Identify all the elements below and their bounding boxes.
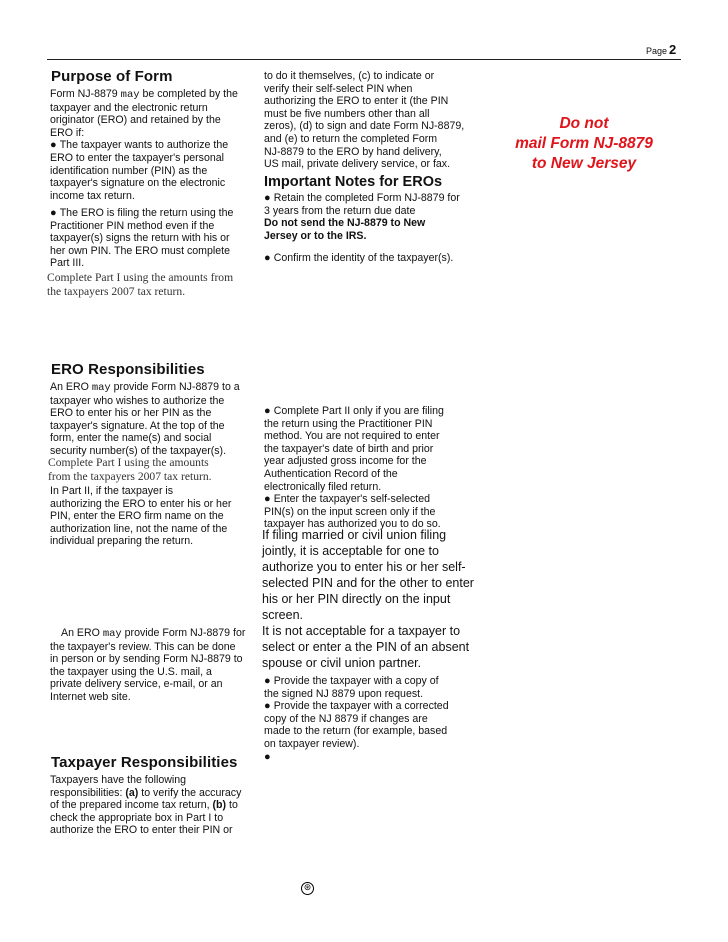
ero-title: ERO Responsibilities [51, 361, 205, 378]
part2-note: ● Complete Part II only if you are filing the return using the Practitioner PIN method. You are not required to enter the taxpayer's date of birth and prior year adjusted gross income for the Authentication Record of the electronically filed return. ● Enter the taxpayer's self-selected PIN(s) on the input screen only if the taxpayer has authorized you to do so. [264, 405, 444, 531]
ero-part2: In Part II, if the taxpayer is authorizing the ERO to enter his or her PIN, enter the ERO firm name on the authorization line, not the name of the individual preparing the return. [50, 485, 232, 548]
taxpayer-title: Taxpayer Responsibilities [51, 754, 238, 771]
header-rule [47, 59, 681, 60]
purpose-intro: Form NJ-8879 may be completed by the taxpayer and the electronic return originator (ERO) and retained by the ERO if: ● The taxpayer wants to authorize the ERO to enter the taxpayer's personal identification number (PIN) as the taxpayer's signature on the electronic income tax return. [50, 88, 238, 202]
do-not-mail-note: Do not mail Form NJ-8879 to New Jersey [515, 115, 653, 172]
page-number: 2 [669, 42, 677, 57]
taxpayer-text: Taxpayers have the following responsibilities: (a) to verify the accuracy of the prepared income tax return, (b) to check the appropriate box in Part I to authorize the ERO to enter their PIN or [50, 774, 242, 837]
joint-filing-note: If filing married or civil union filing jointly, it is acceptable for one to authorize you to enter his or her self- selected PIN and for the other to enter his or her PIN directly on the input screen. It is not acceptable for a taxpayer to select or enter a the PIN of an absent spouse or civil union partner. [262, 528, 474, 670]
copy-notes: ● Provide the taxpayer with a copy of the signed NJ 8879 upon request. ● Provide the taxpayer with a corrected copy of the NJ 8879 if changes are made to the return (for example, based on taxpayer review). [264, 675, 449, 750]
page-label: Page [646, 46, 668, 56]
purpose-note: Complete Part I using the amounts from the taxpayers 2007 tax return. [47, 271, 234, 298]
purpose-bullet-2: ● The ERO is filing the return using the Practitioner PIN method even if the taxpayer(s) signs the return with his or her own PIN. The ERO must complete Part III. [50, 207, 234, 270]
notes-title: Important Notes for EROs [264, 174, 443, 190]
ero-note: Complete Part I using the amounts from the taxpayers 2007 tax return. [48, 456, 212, 483]
taxpayer-responsibilities-cont: to do it themselves, (c) to indicate or verify their self-select PIN when authorizing the ERO to enter it (the PIN must be five numbers other than all zeros), (d) to sign and date Form NJ-8879, and (e) to return the completed Form NJ-8879 to the ERO by hand delivery, US mail, private delivery service, or fax. [264, 70, 465, 171]
recycle-seal-icon: ⊛ [301, 882, 314, 895]
ero-intro: An ERO may provide Form NJ-8879 to a taxpayer who wishes to authorize the ERO to enter his or her PIN as the taxpayer's signature. At the top of the form, enter the name(s) and social security number(s) of the taxpayer(s). [50, 381, 240, 457]
notes-retain: ● Retain the completed Form NJ-8879 for 3 years from the return due date Do not send the NJ-8879 to New Jersey or to the IRS. [264, 192, 460, 242]
notes-confirm: ● Confirm the identity of the taxpayer(s). [264, 252, 454, 264]
ero-review: An ERO may provide Form NJ-8879 for the taxpayer's review. This can be done in person or by sending Form NJ-8879 to the taxpayer using the U.S. mail, a private delivery service, e-mail, or an Internet web site. [50, 627, 246, 703]
purpose-title: Purpose of Form [51, 68, 173, 85]
empty-bullet: ● [264, 751, 271, 763]
